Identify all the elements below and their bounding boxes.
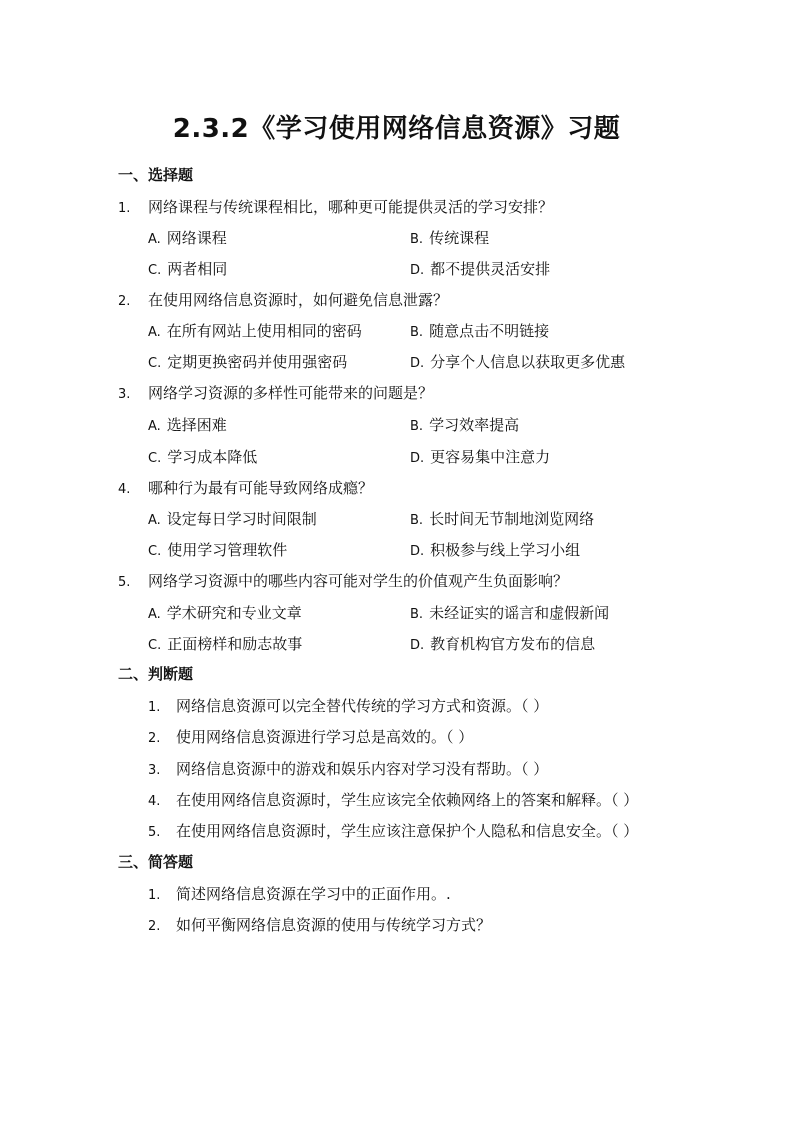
option-c: [148, 258, 227, 279]
question-number: 2.: [118, 294, 131, 309]
option-text: 积极参与线上学习小组: [430, 541, 581, 559]
question-text: 网络课程与传统课程相比，哪种更可能提供灵活的学习安排？: [148, 198, 554, 216]
question-text: 在使用网络信息资源时，如何避免信息泄露？: [148, 291, 449, 309]
option-letter: D.: [410, 544, 425, 559]
option-text: 定期更换密码并使用强密码: [167, 353, 348, 371]
question-number: 4.: [118, 482, 131, 497]
question-text: 简述网络信息资源在学习中的正面作用。.: [176, 885, 451, 903]
option-text: 两者相同: [167, 260, 228, 278]
option-a: [148, 227, 227, 248]
option-text: 教育机构官方发布的信息: [430, 635, 596, 653]
option-letter: B.: [410, 607, 424, 622]
page-title: 2.3.2《学习使用网络信息资源》习题: [172, 114, 621, 144]
choice-question: [118, 289, 448, 310]
option-b: [410, 227, 489, 248]
option-text: 设定每日学习时间限制: [166, 510, 317, 528]
option-letter: B.: [410, 513, 424, 528]
option-text: 学术研究和专业文章: [166, 604, 302, 622]
option-text: 选择困难: [166, 416, 227, 434]
option-d: [410, 258, 550, 279]
option-letter: D.: [410, 356, 425, 371]
option-letter: D.: [410, 638, 425, 653]
option-letter: A.: [148, 513, 161, 528]
option-letter: B.: [410, 325, 424, 340]
question-text: 网络信息资源中的游戏和娱乐内容对学习没有帮助。（ ）: [176, 760, 549, 778]
option-letter: A.: [148, 607, 161, 622]
option-text: 传统课程: [429, 229, 490, 247]
option-letter: D.: [410, 263, 425, 278]
section-heading-short: 三、简答题: [118, 853, 194, 871]
question-text: 在使用网络信息资源时，学生应该完全依赖网络上的答案和解释。（ ）: [176, 791, 639, 809]
option-b: [410, 602, 609, 623]
question-text: 网络学习资源中的哪些内容可能对学生的价值观产生负面影响？: [148, 572, 569, 590]
question-number: 1.: [148, 888, 161, 903]
option-c: [148, 633, 302, 654]
short-question: [148, 914, 491, 935]
option-text: 网络课程: [166, 229, 227, 247]
choice-question: [118, 570, 568, 591]
option-text: 更容易集中注意力: [430, 448, 551, 466]
question-text: 网络学习资源的多样性可能带来的问题是？: [148, 384, 434, 402]
option-text: 未经证实的谣言和虚假新闻: [429, 604, 610, 622]
question-number: 1.: [118, 201, 131, 216]
option-b: [410, 508, 594, 529]
option-a: [148, 508, 317, 529]
option-letter: A.: [148, 232, 161, 247]
choice-question: [118, 196, 553, 217]
option-letter: D.: [410, 451, 425, 466]
option-d: [410, 633, 595, 654]
option-letter: C.: [148, 544, 162, 559]
question-text: 使用网络信息资源进行学习总是高效的。（ ）: [176, 728, 474, 746]
option-letter: A.: [148, 325, 161, 340]
option-text: 在所有网站上使用相同的密码: [166, 322, 362, 340]
judge-question: [148, 726, 473, 747]
option-a: [148, 320, 362, 341]
option-text: 学习效率提高: [429, 416, 520, 434]
option-letter: A.: [148, 419, 161, 434]
option-text: 学习成本降低: [167, 448, 258, 466]
question-number: 2.: [148, 731, 161, 746]
question-text: 如何平衡网络信息资源的使用与传统学习方式？: [176, 916, 492, 934]
option-letter: C.: [148, 263, 162, 278]
question-number: 2.: [148, 919, 161, 934]
question-number: 3.: [118, 387, 131, 402]
question-number: 5.: [118, 575, 131, 590]
option-d: [410, 446, 550, 467]
option-text: 使用学习管理软件: [167, 541, 288, 559]
option-text: 随意点击不明链接: [429, 322, 550, 340]
choice-question: [118, 382, 433, 403]
judge-question: [148, 695, 548, 716]
option-text: 都不提供灵活安排: [430, 260, 551, 278]
judge-question: [148, 789, 638, 810]
option-b: [410, 320, 549, 341]
question-number: 1.: [148, 700, 161, 715]
option-c: [148, 351, 347, 372]
option-letter: C.: [148, 638, 162, 653]
option-text: 正面榜样和励志故事: [167, 635, 303, 653]
option-b: [410, 414, 519, 435]
question-number: 3.: [148, 763, 161, 778]
section-heading-choice: 一、选择题: [118, 166, 194, 184]
option-d: [410, 351, 625, 372]
judge-question: [148, 820, 638, 841]
section-heading-judge: 二、判断题: [118, 665, 194, 683]
option-a: [148, 414, 227, 435]
option-letter: C.: [148, 451, 162, 466]
choice-question: [118, 477, 373, 498]
question-number: 4.: [148, 794, 161, 809]
option-letter: B.: [410, 419, 424, 434]
option-c: [148, 446, 257, 467]
option-a: [148, 602, 302, 623]
option-d: [410, 539, 580, 560]
question-number: 5.: [148, 825, 161, 840]
option-letter: C.: [148, 356, 162, 371]
option-letter: B.: [410, 232, 424, 247]
short-question: [148, 883, 451, 904]
question-text: 哪种行为最有可能导致网络成瘾？: [148, 479, 374, 497]
option-text: 长时间无节制地浏览网络: [429, 510, 595, 528]
option-c: [148, 539, 287, 560]
question-text: 网络信息资源可以完全替代传统的学习方式和资源。（ ）: [176, 697, 549, 715]
option-text: 分享个人信息以获取更多优惠: [430, 353, 626, 371]
judge-question: [148, 758, 548, 779]
question-text: 在使用网络信息资源时，学生应该注意保护个人隐私和信息安全。（ ）: [176, 822, 639, 840]
